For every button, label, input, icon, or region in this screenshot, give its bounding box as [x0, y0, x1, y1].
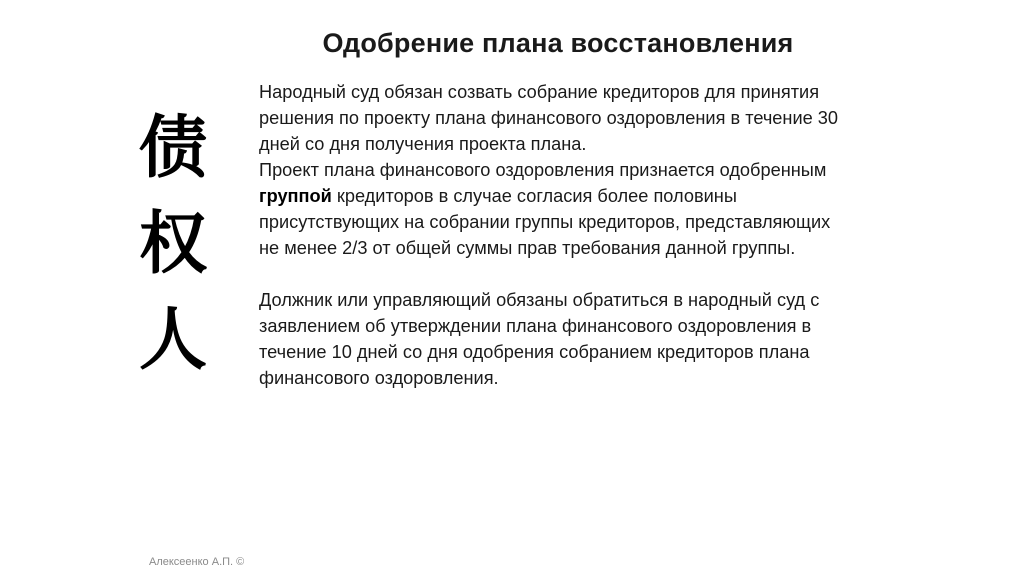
paragraph-plan-approval-end: кредиторов в случае согласия более половины присутствующих на собрании группы кредиторов, представляющих не менее 2/3 от общей суммы прав требования данной группы. — [259, 186, 831, 258]
paragraph-debtor-application: Должник или управляющий обязаны обратиться в народный суд с заявлением об утверждении плана финансового оздоровления в течение 10 дней со дня одобрения собранием кредиторов плана финансового оздоровления. — [259, 290, 820, 388]
paragraph-plan-approval — [259, 157, 849, 261]
paragraph-court-meeting: Народный суд обязан созвать собрание кредиторов для принятия решения по проекту плана финансового оздоровления в течение 30 дней со дня получения проекта плана. — [259, 82, 839, 154]
chinese-glyph-zhai: 债 — [138, 108, 207, 188]
slide-title: Одобрение плана восстановления — [322, 28, 794, 58]
chinese-glyph-quan: 权 — [138, 204, 207, 284]
slide-body — [259, 79, 849, 391]
bold-term-group: группой — [259, 186, 332, 206]
author-footer: Алексеенко А.П. © — [149, 556, 245, 568]
vertical-chinese-text — [128, 100, 218, 388]
paragraph-plan-approval-start: Проект плана финансового оздоровления признается одобренным — [259, 160, 827, 180]
chinese-glyph-ren: 人 — [138, 300, 207, 380]
